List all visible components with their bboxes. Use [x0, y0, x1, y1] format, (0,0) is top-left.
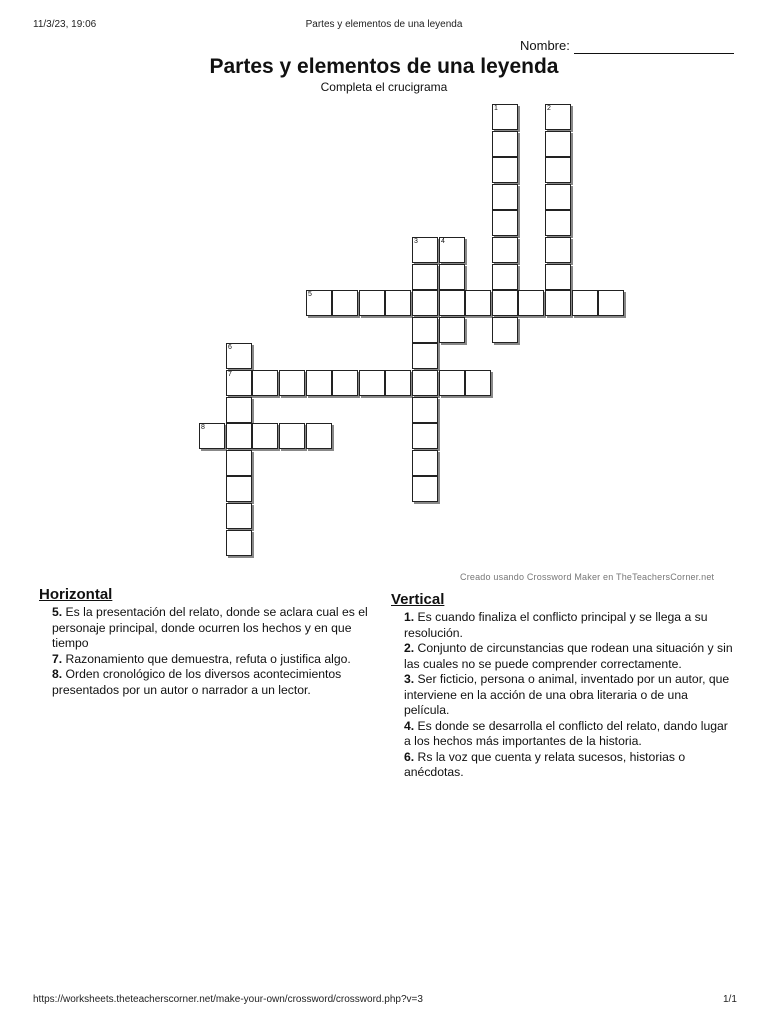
crossword-cell[interactable]: [439, 317, 465, 343]
crossword-cell[interactable]: [545, 184, 571, 210]
crossword-cell[interactable]: [279, 370, 305, 396]
crossword-cell[interactable]: [439, 264, 465, 290]
clue-number-label: 6: [228, 344, 232, 351]
crossword-cell[interactable]: [385, 290, 411, 316]
crossword-cell[interactable]: [598, 290, 624, 316]
crossword-cell[interactable]: [492, 184, 518, 210]
crossword-cell[interactable]: [465, 290, 491, 316]
crossword-cell[interactable]: [359, 370, 385, 396]
horizontal-clues: [52, 605, 382, 698]
crossword-cell[interactable]: [439, 237, 465, 263]
clue-number: 4.: [404, 718, 415, 733]
name-label: Nombre:: [520, 38, 570, 53]
clue-number-label: 4: [441, 238, 445, 245]
clue-text: Conjunto de circunstancias que rodean una situación y sin las cuales no se puede comprender correctamente.: [404, 641, 733, 671]
crossword-cell[interactable]: [545, 237, 571, 263]
vertical-clues: [404, 610, 734, 781]
crossword-cell[interactable]: [545, 157, 571, 183]
crossword-cell[interactable]: [226, 476, 252, 502]
clue-number-label: 1: [494, 105, 498, 112]
crossword-cell[interactable]: [226, 450, 252, 476]
clue-horizontal-5: [52, 605, 382, 652]
clue-text: Rs la voz que cuenta y relata sucesos, historias o anécdotas.: [404, 749, 686, 779]
crossword-cell[interactable]: [332, 290, 358, 316]
crossword-cell[interactable]: [412, 370, 438, 396]
crossword-cell[interactable]: [199, 423, 225, 449]
crossword-cell[interactable]: [492, 237, 518, 263]
crossword-cell[interactable]: [412, 343, 438, 369]
crossword-cell[interactable]: [412, 476, 438, 502]
crossword-cell[interactable]: [439, 370, 465, 396]
print-date: 11/3/23, 19:06: [33, 19, 97, 30]
credit-text: Creado usando Crossword Maker en TheTeachersCorner.net: [460, 572, 715, 582]
crossword-cell[interactable]: [226, 343, 252, 369]
clue-vertical-2: [404, 641, 734, 672]
clue-text: Ser ficticio, persona o animal, inventado por un autor, que interviene en la acción de una obra literaria o de una película.: [404, 672, 730, 717]
crossword-cell[interactable]: [332, 370, 358, 396]
crossword-cell[interactable]: [545, 131, 571, 157]
crossword-cell[interactable]: [226, 503, 252, 529]
clue-number-label: 2: [547, 105, 551, 112]
crossword-cell[interactable]: [492, 264, 518, 290]
crossword-cell[interactable]: [412, 237, 438, 263]
crossword-cell[interactable]: [279, 423, 305, 449]
crossword-cell[interactable]: [492, 157, 518, 183]
crossword-cell[interactable]: [518, 290, 544, 316]
clue-number: 5.: [52, 605, 63, 619]
crossword-cell[interactable]: [252, 423, 278, 449]
worksheet-title: Partes y elementos de una leyenda: [209, 55, 559, 78]
crossword-cell[interactable]: [492, 131, 518, 157]
print-header-title: Partes y elementos de una leyenda: [305, 19, 463, 30]
crossword-cell[interactable]: [492, 210, 518, 236]
crossword-cell[interactable]: [545, 290, 571, 316]
crossword-cell[interactable]: [412, 317, 438, 343]
crossword-cell[interactable]: [412, 423, 438, 449]
crossword-cell[interactable]: [359, 290, 385, 316]
crossword-cell[interactable]: [412, 397, 438, 423]
crossword-cell[interactable]: [465, 370, 491, 396]
crossword-cell[interactable]: [412, 290, 438, 316]
crossword-cell[interactable]: [385, 370, 411, 396]
print-page-number: 1/1: [723, 994, 737, 1005]
clue-vertical-1: [404, 610, 734, 641]
crossword-cell[interactable]: [226, 370, 252, 396]
crossword-cell[interactable]: [306, 423, 332, 449]
clue-number-label: 5: [308, 291, 312, 298]
clue-number-label: 8: [201, 424, 205, 431]
horizontal-heading: Horizontal: [39, 586, 113, 603]
crossword-cell[interactable]: [226, 530, 252, 556]
crossword-cell[interactable]: [226, 397, 252, 423]
crossword-cell[interactable]: [545, 264, 571, 290]
clue-vertical-3: [404, 672, 734, 719]
clue-number-label: 7: [228, 371, 232, 378]
clue-number: 6.: [404, 749, 415, 764]
crossword-cell[interactable]: [226, 423, 252, 449]
clue-number: 2.: [404, 641, 415, 655]
clue-number: 1.: [404, 610, 415, 624]
vertical-heading: Vertical: [391, 591, 445, 608]
crossword-cell[interactable]: [412, 264, 438, 290]
crossword-cell[interactable]: [252, 370, 278, 396]
worksheet-subtitle: Completa el crucigrama: [320, 80, 448, 94]
clue-number: 7.: [52, 651, 63, 666]
clue-number-label: 3: [414, 238, 418, 245]
crossword-cell[interactable]: [572, 290, 598, 316]
crossword-cell[interactable]: [492, 317, 518, 343]
clue-text: Es cuando finaliza el conflicto principal y se llega a su resolución.: [404, 610, 708, 640]
clue-text: Es donde se desarrolla el conflicto del relato, dando lugar a los hechos más importantes de la historia.: [404, 718, 728, 748]
clue-number: 3.: [404, 672, 415, 686]
clue-text: Razonamiento que demuestra, refuta o justifica algo.: [62, 651, 351, 666]
clue-text: Orden cronológico de los diversos acontecimientos presentados por un autor o narrador a un lector.: [52, 667, 342, 697]
crossword-cell[interactable]: [306, 370, 332, 396]
crossword-cell[interactable]: [412, 450, 438, 476]
clue-vertical-4: [404, 719, 734, 750]
print-footer-url: https://worksheets.theteacherscorner.net/make-your-own/crossword/crossword.php?v=3: [33, 994, 423, 1005]
crossword-cell[interactable]: [545, 210, 571, 236]
clue-text: Es la presentación del relato, donde se aclara cual es el personaje principal, donde ocurren los hechos y en que tiempo: [52, 605, 368, 650]
crossword-cell[interactable]: [492, 290, 518, 316]
crossword-cell[interactable]: [439, 290, 465, 316]
crossword-cell[interactable]: [306, 290, 332, 316]
clue-horizontal-7: [52, 652, 382, 668]
clue-vertical-6: [404, 750, 734, 781]
crossword-cell[interactable]: [492, 104, 518, 130]
crossword-cell[interactable]: [545, 104, 571, 130]
clue-number: 8.: [52, 667, 63, 681]
clue-horizontal-8: [52, 667, 382, 698]
